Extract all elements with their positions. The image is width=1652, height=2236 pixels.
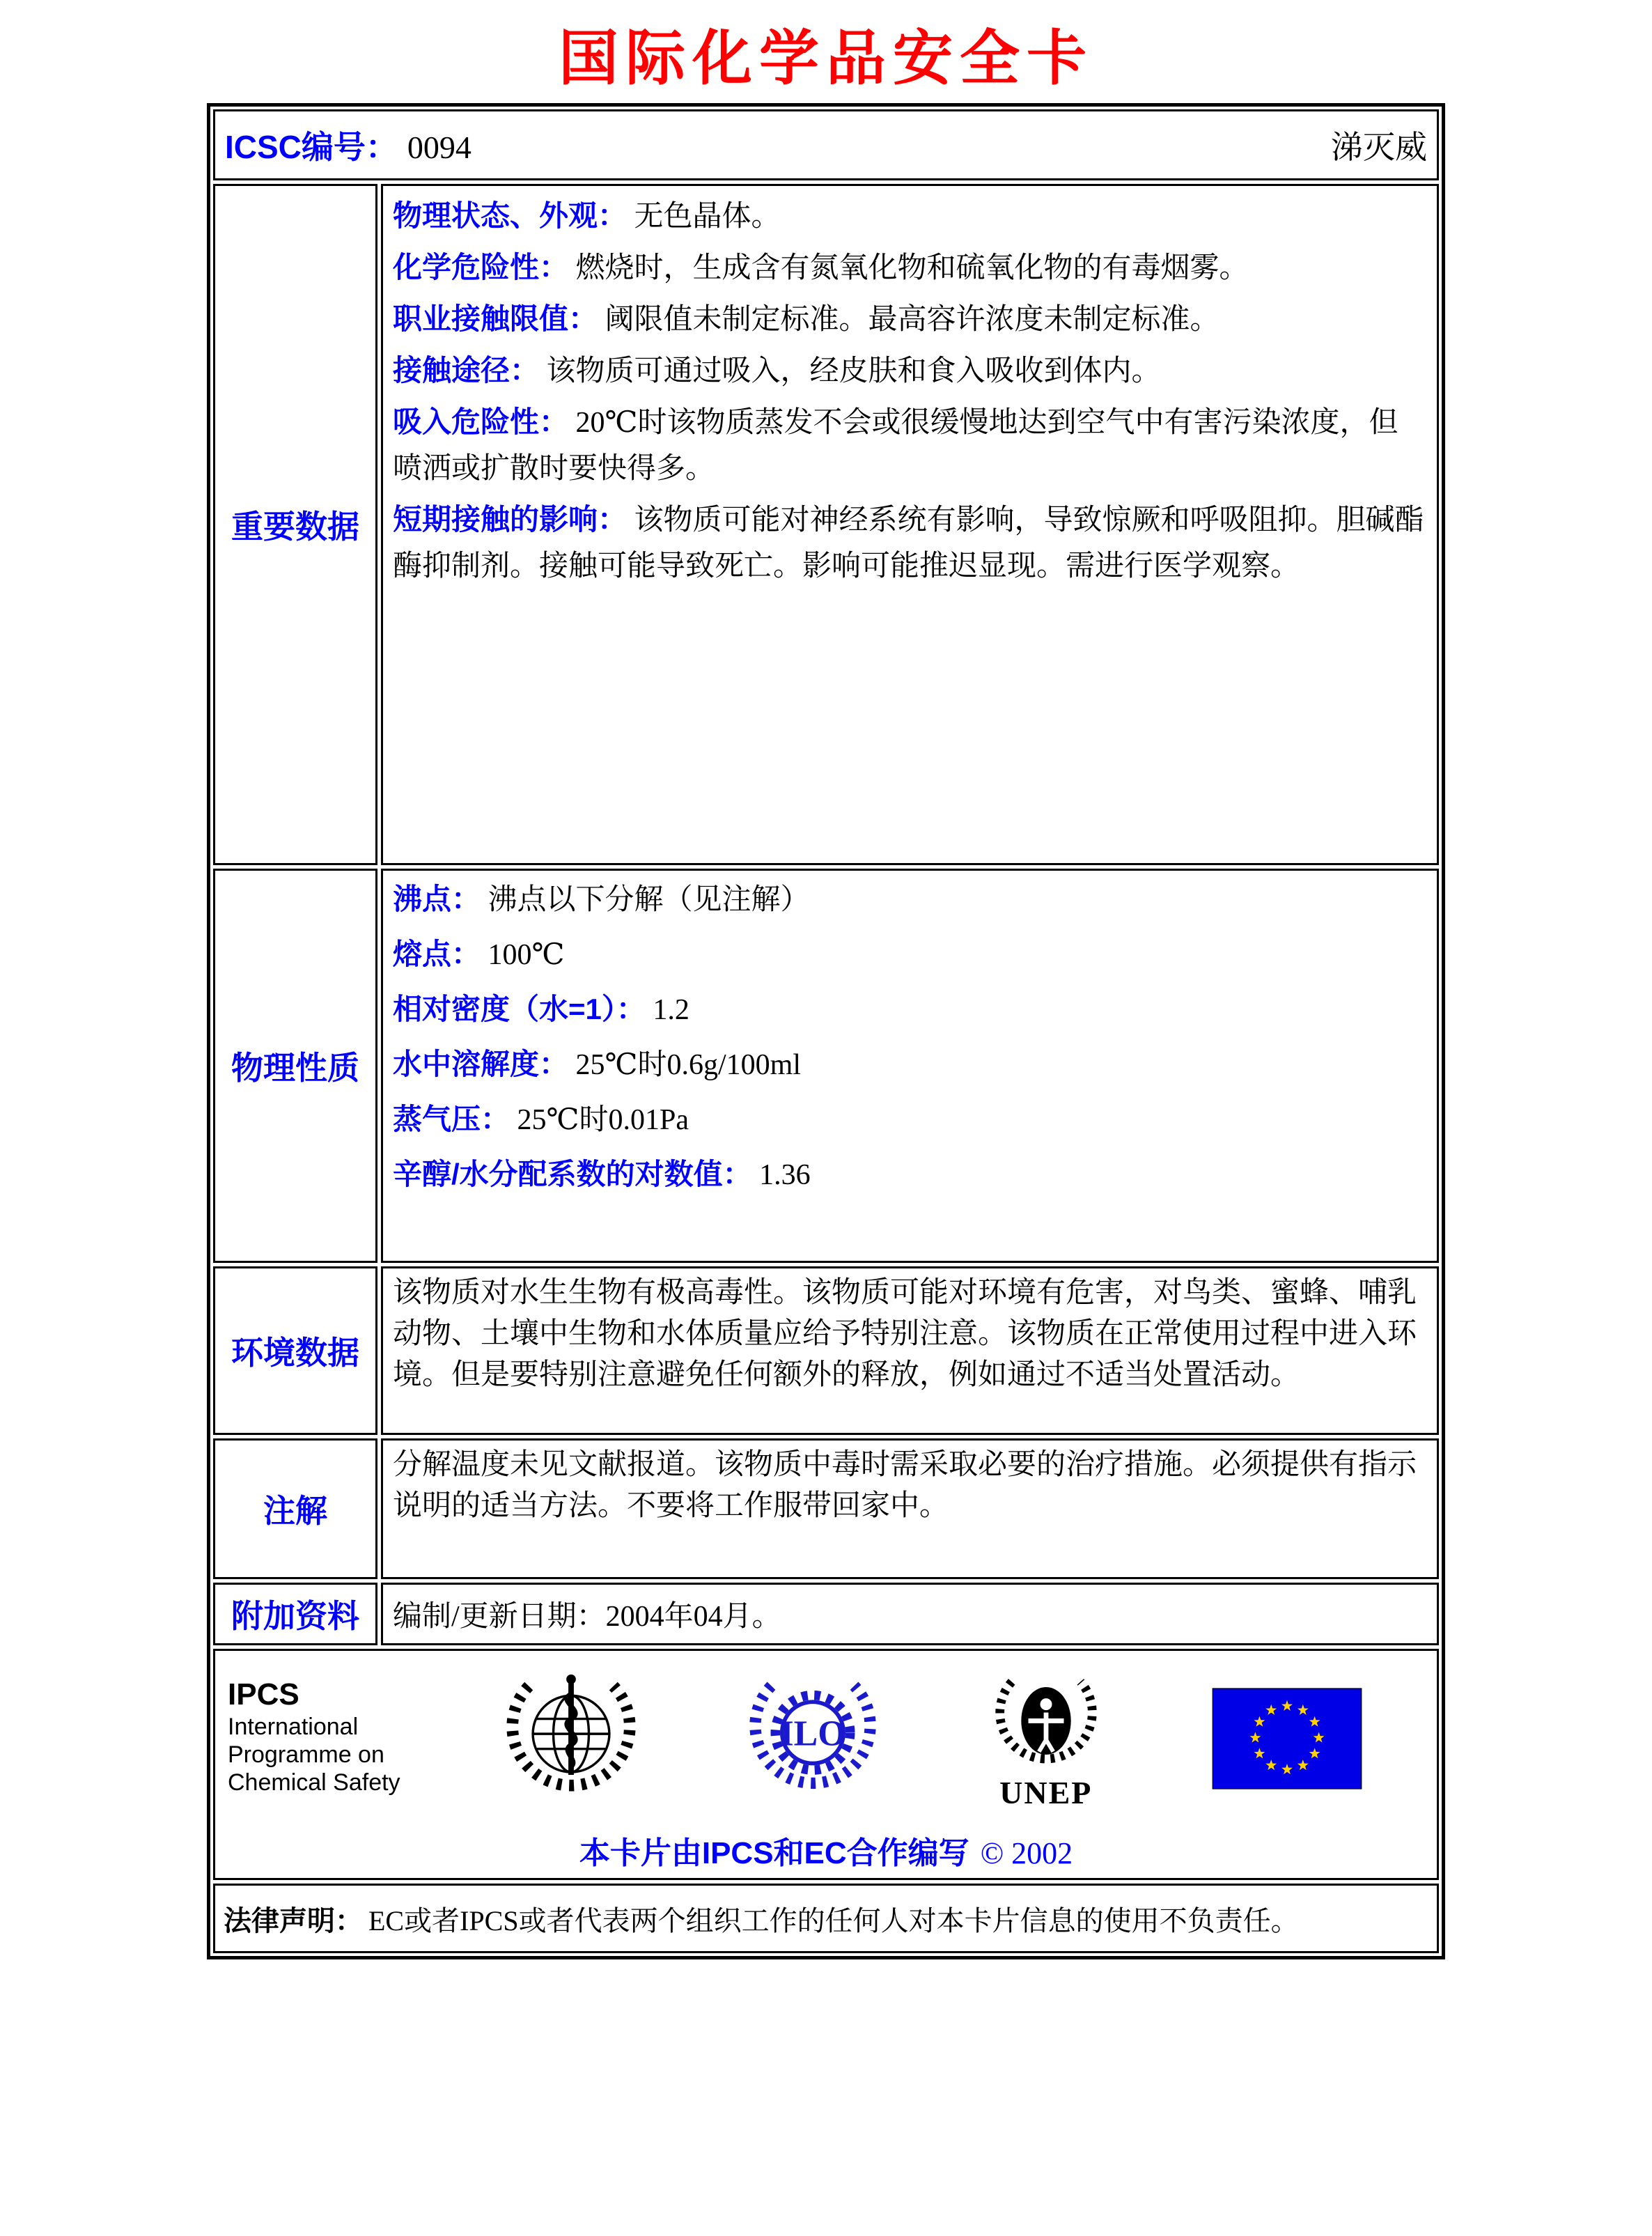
physical-properties-row (213, 869, 1439, 1263)
ipcs-name-line: Chemical Safety (228, 1769, 400, 1796)
item-text: 燃烧时，生成含有氮氧化物和硫氧化物的有毒烟雾。 (575, 252, 1249, 284)
item-text: 1.2 (653, 994, 689, 1026)
notes-section-label (213, 1438, 377, 1579)
copyright-text: © 2002 (980, 1836, 1073, 1870)
icsc-number-label: ICSC编号： (225, 129, 398, 165)
item-label: 相对密度（水=1）： (393, 993, 646, 1025)
section-label-text: 注解 (263, 1493, 327, 1529)
physical-properties-content (381, 869, 1439, 1263)
icsc-number-value: 0094 (407, 130, 472, 165)
environmental-data-text: 该物质对水生生物有极高毒性。该物质可能对环境有危害，对鸟类、蜜蜂、哺乳动物、土壤中生物和水体质量应给予特别注意。该物质在正常使用过程中进入环境。但是要特别注意避免任何额外的释放，例如通过不适当处置活动。 (393, 1277, 1417, 1391)
who-logo-svg (503, 1664, 639, 1813)
section-label-text: 物理性质 (231, 1050, 359, 1086)
physical-item (393, 988, 1427, 1032)
header-cell (213, 109, 1439, 180)
item-label: 职业接触限值： (393, 302, 598, 335)
physical-item (393, 1098, 1427, 1142)
important-item (393, 497, 1427, 589)
item-text: 阈限值未制定标准。最高容许浓度未制定标准。 (605, 304, 1219, 336)
footer-cell (213, 1649, 1439, 1880)
important-item (393, 348, 1427, 394)
item-text: 沸点以下分解（见注解） (488, 884, 810, 916)
item-label: 短期接触的影响： (393, 503, 628, 536)
ilo-logo-svg (746, 1664, 880, 1813)
logo-spread (449, 1664, 1416, 1813)
item-label: 水中溶解度： (393, 1048, 569, 1080)
item-text: 1.36 (759, 1159, 811, 1191)
credit-text: 本卡片由IPCS和EC合作编写 (579, 1836, 969, 1870)
item-label: 物理状态、外观： (393, 199, 628, 232)
important-item (393, 193, 1427, 240)
physical-item (393, 933, 1427, 977)
ipcs-acronym: IPCS (228, 1677, 299, 1711)
item-label: 吸入危险性： (393, 405, 569, 438)
physical-item (393, 1043, 1427, 1087)
chemical-name: 涕灭威 (1331, 130, 1427, 165)
section-label-text: 附加资料 (231, 1598, 359, 1634)
item-text: 20℃时该物质蒸发不会或很缓慢地达到空气中有害污染浓度，但喷洒或扩散时要快得多。 (393, 407, 1398, 485)
item-text: 25℃时0.6g/100ml (575, 1049, 802, 1081)
legal-row (213, 1884, 1439, 1953)
icsc-card-table (207, 103, 1445, 1959)
section-label-text: 环境数据 (231, 1335, 359, 1371)
legal-cell (213, 1884, 1439, 1953)
additional-info-row (213, 1583, 1439, 1645)
item-label: 辛醇/水分配系数的对数值： (393, 1158, 752, 1190)
eu-flag-icon (1212, 1687, 1362, 1790)
footer-row (213, 1649, 1439, 1880)
ipcs-text-block (228, 1677, 449, 1796)
header-row (213, 109, 1439, 180)
ilo-logo-icon (746, 1664, 880, 1813)
additional-info-section-label (213, 1583, 377, 1645)
notes-row (213, 1438, 1439, 1579)
notes-text: 分解温度未见文献报道。该物质中毒时需采取必要的治疗措施。必须提供有指示说明的适当方法。不要将工作服带回家中。 (393, 1449, 1417, 1522)
eu-flag-svg (1212, 1687, 1362, 1790)
item-label: 沸点： (393, 883, 481, 915)
environmental-data-content (381, 1266, 1439, 1435)
environmental-data-row (213, 1266, 1439, 1435)
unep-logo-svg (987, 1667, 1105, 1778)
icsc-card-page (0, 10, 1652, 1959)
additional-info-text: 编制/更新日期：2004年04月。 (393, 1601, 781, 1633)
important-data-row (213, 184, 1439, 865)
credit-line (215, 1828, 1437, 1872)
environmental-data-section-label (213, 1266, 377, 1435)
ipcs-name-line: International (228, 1714, 359, 1740)
item-label: 熔点： (393, 938, 481, 970)
notes-content (381, 1438, 1439, 1579)
item-label: 接触途径： (393, 354, 540, 387)
legal-label: 法律声明： (224, 1905, 363, 1936)
unep-logo-icon (987, 1667, 1105, 1811)
important-item (393, 296, 1427, 343)
ilo-label: ILO (779, 1714, 846, 1754)
ipcs-name-line: Programme on (228, 1741, 384, 1768)
icsc-number-group (225, 122, 472, 168)
important-item (393, 399, 1427, 492)
item-text: 无色晶体。 (634, 201, 781, 233)
item-text: 25℃时0.01Pa (517, 1104, 689, 1136)
important-data-content (381, 184, 1439, 865)
additional-info-content (381, 1583, 1439, 1645)
page-title: 国际化学品安全卡 (559, 25, 1093, 92)
unep-label: UNEP (999, 1774, 1093, 1810)
physical-item (393, 878, 1427, 922)
item-text: 100℃ (488, 939, 565, 971)
section-label-text: 重要数据 (231, 508, 359, 545)
item-text: 该物质可通过吸入，经皮肤和食入吸收到体内。 (546, 355, 1161, 387)
legal-text: EC或者IPCS或者代表两个组织工作的任何人对本卡片信息的使用不负责任。 (368, 1904, 1299, 1936)
physical-item (393, 1153, 1427, 1197)
important-item (393, 244, 1427, 291)
important-data-section-label (213, 184, 377, 865)
item-text: 该物质可能对神经系统有影响，导致惊厥和呼吸阻抑。胆碱酯酶抑制剂。接触可能导致死亡。影响可能推迟显现。需进行医学观察。 (393, 504, 1424, 582)
logo-row (215, 1651, 1437, 1826)
who-logo-icon (503, 1664, 639, 1813)
item-label: 化学危险性： (393, 251, 569, 284)
physical-properties-section-label (213, 869, 377, 1263)
item-label: 蒸气压： (393, 1103, 511, 1135)
